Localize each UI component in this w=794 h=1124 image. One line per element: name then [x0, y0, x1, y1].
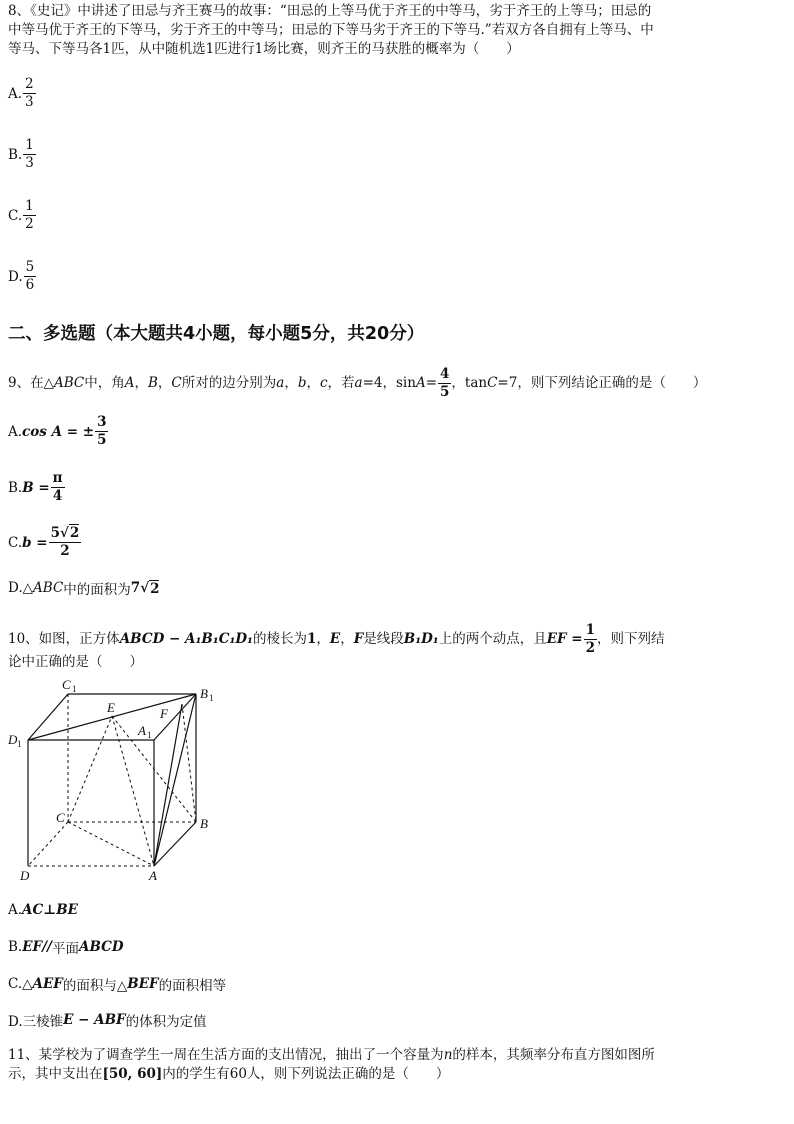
q11-line-1: [8, 1046, 784, 1065]
radicand: 2: [150, 580, 160, 597]
coefficient: 7: [130, 580, 141, 596]
label-d1: D: [8, 732, 18, 747]
q11-line-2: [8, 1065, 784, 1084]
label-sub: 1: [147, 730, 152, 740]
denominator: 2: [25, 216, 34, 232]
option-expression: AC⊥BE: [22, 902, 78, 918]
numerator: 3: [97, 414, 107, 430]
option-label: A.: [8, 85, 23, 102]
option-label: C.△: [8, 976, 33, 992]
q9-var: B: [147, 375, 158, 391]
option-text: 的面积相等: [158, 978, 227, 994]
label-e: E: [107, 700, 115, 715]
option-label: D.: [8, 268, 23, 285]
q10-text: 上的两个动点，且: [438, 631, 547, 647]
fraction: [438, 366, 451, 401]
q9-text: =7，则下列结论正确的是（ ）: [497, 375, 707, 391]
q10-text: 10、如图，正方体: [8, 631, 120, 647]
q9-text: ，: [284, 375, 298, 391]
q11-text: 的样本，其频率分布直方图如图所: [452, 1047, 655, 1063]
numerator: 5√2: [50, 525, 80, 541]
denominator: 2: [585, 640, 596, 656]
q10-expr: B₁D₁: [403, 631, 439, 647]
option-text: 的面积与△: [62, 978, 128, 994]
radicand: 2: [69, 525, 80, 541]
q10-expr: 1: [306, 631, 317, 647]
q9-var: A: [124, 375, 135, 391]
question-11-stem: [8, 1046, 784, 1084]
q9-var: c: [319, 375, 328, 391]
fraction: [23, 198, 36, 233]
option-expression: ABCD: [78, 939, 124, 955]
q9-text: =: [425, 375, 437, 391]
fraction: [23, 137, 36, 172]
question-9-stem: [8, 366, 784, 401]
option-label: A.: [8, 423, 23, 440]
q10-option-c[interactable]: [8, 974, 226, 994]
q10-text: ，: [316, 631, 330, 647]
q8-option-d[interactable]: [8, 259, 36, 294]
denominator: 5: [440, 384, 450, 400]
label-c1: C: [62, 677, 71, 692]
option-expression: EF//: [22, 939, 52, 955]
q9-option-b[interactable]: [8, 470, 65, 505]
q9-var: C: [171, 375, 182, 391]
option-label: B.: [8, 939, 23, 955]
option-expression: BEF: [127, 976, 159, 992]
q11-expr: [50, 60]: [102, 1066, 163, 1082]
label-a1: A: [138, 723, 146, 738]
option-label: B.: [8, 146, 23, 163]
q8-option-b[interactable]: [8, 137, 36, 172]
q9-text: 9、在△: [8, 375, 54, 391]
fraction: [51, 470, 65, 505]
fraction: [24, 259, 37, 294]
option-label: C.: [8, 534, 23, 551]
denominator: 4: [52, 488, 63, 504]
numerator: 4: [440, 366, 450, 382]
option-text: 中的面积为: [63, 582, 131, 598]
section-heading: 二、多选题（本大题共4小题，每小题5分，共20分）: [8, 324, 425, 344]
q9-var: b: [297, 375, 307, 391]
numerator: π: [52, 470, 63, 486]
numerator: 5: [25, 259, 35, 275]
coefficient: 5: [50, 525, 60, 541]
q10-line-2: 论中正确的是（ ）: [8, 654, 143, 670]
q9-text: ，: [157, 375, 172, 391]
label-c: C: [56, 810, 65, 825]
q9-option-c[interactable]: [8, 525, 81, 560]
option-label: B.: [8, 479, 23, 496]
fraction: [23, 76, 36, 111]
q10-text: 是线段: [363, 631, 404, 647]
option-expression: AEF: [32, 976, 63, 992]
q8-line-3: 等马、下等马各1匹，从中随机选1匹进行1场比赛，则齐王的马获胜的概率为（ ）: [8, 41, 520, 57]
q10-expr: ABCD − A₁B₁C₁D₁: [119, 631, 253, 647]
fraction: [95, 414, 108, 449]
q10-expr: E: [329, 631, 341, 647]
q9-var: ABC: [53, 375, 85, 391]
q10-text: ，: [340, 631, 354, 647]
q9-text: =4，sin: [362, 375, 416, 391]
denominator: 5: [97, 432, 107, 448]
label-b1: B: [200, 686, 208, 701]
option-label: C.: [8, 207, 23, 224]
q10-expr: F: [353, 631, 364, 647]
option-label: D.三棱锥: [8, 1014, 64, 1030]
fraction: [584, 622, 597, 657]
q11-text: 示，其中支出在: [8, 1066, 103, 1082]
q9-var: a: [354, 375, 363, 391]
q9-text: 所对的边分别为: [181, 375, 277, 391]
label-sub: 1: [17, 739, 22, 749]
q9-var: a: [276, 375, 285, 391]
q8-line-1: 8、《史记》中讲述了田忌与齐王赛马的故事：“田忌的上等马优于齐王的中等马，劣于齐王的上等马；田忌的: [8, 3, 652, 19]
label-sub: 1: [72, 684, 77, 694]
option-expression: B =: [22, 479, 50, 496]
q10-expr: EF =: [546, 631, 583, 647]
option-expression: E − ABF: [63, 1012, 126, 1028]
option-text: 的体积为定值: [125, 1014, 207, 1030]
option-label: A.: [8, 902, 23, 918]
numerator: 2: [25, 76, 34, 92]
fraction: [49, 525, 82, 560]
q10-option-a[interactable]: [8, 902, 78, 918]
denominator: 3: [25, 155, 34, 171]
label-a: A: [149, 868, 157, 883]
q11-text: 内的学生有60人，则下列说法正确的是（ ）: [162, 1066, 450, 1082]
q9-text: ，: [306, 375, 320, 391]
q9-text: 中，角: [84, 375, 125, 391]
numerator: 1: [585, 622, 596, 638]
q9-option-d[interactable]: D.△ ABC 中的面积为 7 √ 2: [8, 580, 160, 598]
q10-option-b[interactable]: [8, 937, 124, 957]
denominator: 2: [60, 543, 70, 559]
option-label: D.△: [8, 580, 34, 596]
q9-text: ，tan: [451, 375, 488, 391]
q10-option-d[interactable]: [8, 1010, 207, 1030]
q11-text: 11、某学校为了调查学生一周在生活方面的支出情况，抽出了一个容量为: [8, 1047, 444, 1063]
q9-text: ，: [134, 375, 148, 391]
q9-var: A: [415, 375, 426, 391]
q8-option-a[interactable]: [8, 76, 36, 111]
label-b: B: [200, 816, 208, 831]
q9-text: ，若: [327, 375, 355, 391]
label-f: F: [160, 706, 168, 721]
q9-var: C: [487, 375, 498, 391]
question-10-stem: [8, 622, 784, 657]
denominator: 6: [25, 277, 35, 293]
label-sub: 1: [209, 693, 214, 703]
q10-text: ，则下列结: [597, 631, 665, 647]
q8-line-2: 中等马优于齐王的下等马，劣于齐王的中等马；田忌的下等马劣于齐王的下等马.”若双方各自拥有上等马、中: [8, 22, 654, 38]
option-text: 平面: [51, 941, 79, 957]
q11-var: n: [443, 1047, 453, 1063]
q10-text: 的棱长为: [252, 631, 307, 647]
option-expression: b =: [22, 534, 48, 551]
cube-figure: [6, 676, 226, 886]
question-8-stem: [8, 2, 784, 59]
numerator: 1: [25, 137, 34, 153]
denominator: 3: [25, 94, 34, 110]
label-d: D: [20, 868, 30, 883]
option-var: ABC: [33, 580, 64, 596]
option-expression: cos A = ±: [22, 423, 95, 440]
q8-option-c[interactable]: [8, 198, 36, 233]
numerator: 1: [25, 198, 34, 214]
q9-option-a[interactable]: [8, 414, 108, 449]
